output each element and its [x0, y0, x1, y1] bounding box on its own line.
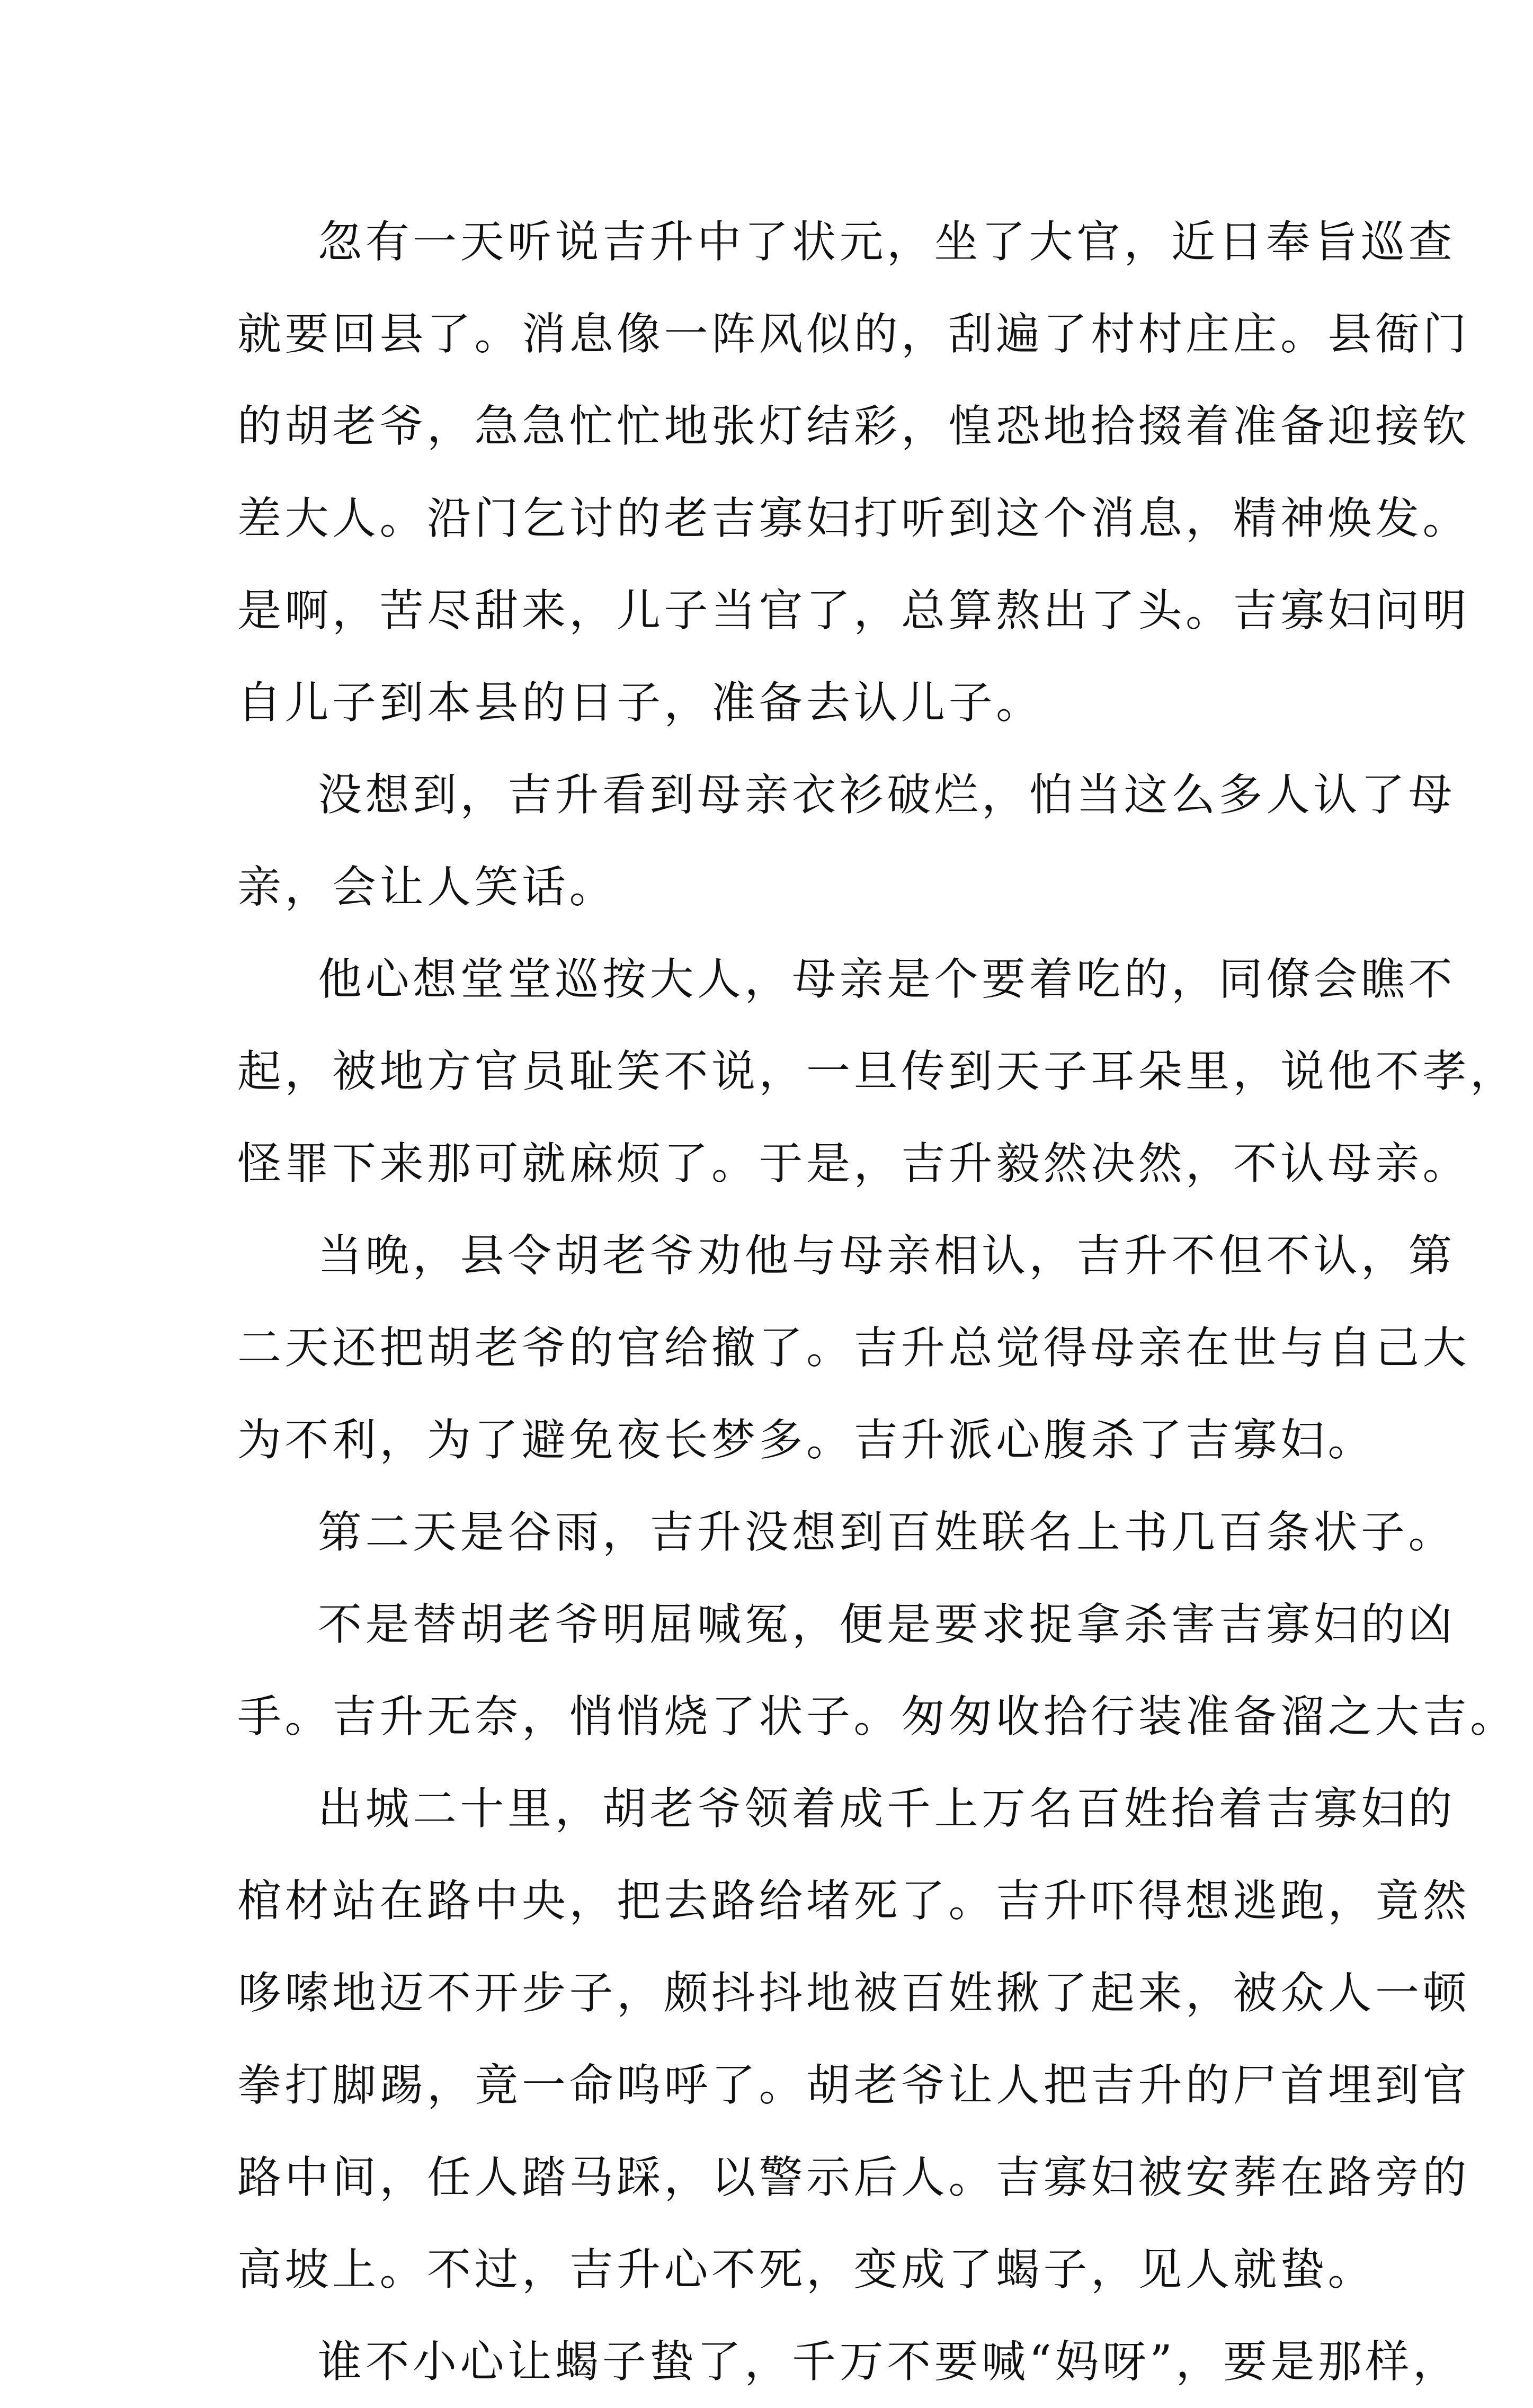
text-line: 出城二十里，胡老爷领着成千上万名百姓抬着吉寡妇的 [318, 1783, 1456, 1834]
text-line: 忽有一天听说吉升中了状元，坐了大官，近日奉旨巡查 [318, 216, 1456, 267]
text-line: 的胡老爷，急急忙忙地张灯结彩，惶恐地拾掇着准备迎接钦 [237, 400, 1470, 452]
text-line: 没想到，吉升看到母亲衣衫破烂，怕当这么多人认了母 [318, 769, 1456, 820]
text-line: 差大人。沿门乞讨的老吉寡妇打听到这个消息，精神焕发。 [237, 493, 1470, 544]
text-line: 为不利，为了避免夜长梦多。吉升派心腹杀了吉寡妇。 [237, 1414, 1375, 1466]
story-text [237, 196, 1518, 2408]
text-line: 手。吉升无奈，悄悄烧了状子。匆匆收拾行装准备溜之大吉。 [237, 1691, 1518, 1742]
text-line: 是啊，苦尽甜来，儿子当官了，总算熬出了头。吉寡妇问明 [237, 585, 1470, 636]
text-line: 拳打脚踢，竟一命呜呼了。胡老爷让人把吉升的尸首埋到官 [237, 2059, 1470, 2111]
text-line: 亲，会让人笑话。 [237, 861, 617, 913]
text-line: 哆嗦地迈不开步子，颇抖抖地被百姓揪了起来，被众人一顿 [237, 1967, 1470, 2019]
text-line: 就要回县了。消息像一阵风似的，刮遍了村村庄庄。县衙门 [237, 308, 1470, 360]
text-line: 谁不小心让蝎子蛰了，千万不要喊“妈呀”，要是那样， [318, 2336, 1460, 2387]
text-line: 高坡上。不过，吉升心不死，变成了蝎子，见人就蛰。 [237, 2244, 1375, 2295]
text-line: 怪罪下来那可就麻烦了。于是，吉升毅然决然，不认母亲。 [237, 1138, 1470, 1189]
text-line: 不是替胡老爷明屈喊冤，便是要求捉拿杀害吉寡妇的凶 [318, 1599, 1456, 1650]
text-line: 起，被地方官员耻笑不说，一旦传到天子耳朵里，说他不孝， [237, 1046, 1518, 1097]
text-line: 自儿子到本县的日子，准备去认儿子。 [237, 677, 1044, 728]
text-line: 路中间，任人踏马踩，以警示后人。吉寡妇被安葬在路旁的 [237, 2152, 1470, 2203]
text-line: 第二天是谷雨，吉升没想到百姓联名上书几百条状子。 [318, 1506, 1456, 1558]
text-line: 棺材站在路中央，把去路给堵死了。吉升吓得想逃跑，竟然 [237, 1875, 1470, 1927]
text-line: 当晚，县令胡老爷劝他与母亲相认，吉升不但不认，第 [318, 1230, 1456, 1281]
text-line: 二天还把胡老爷的官给撤了。吉升总觉得母亲在世与自己大 [237, 1322, 1470, 1374]
text-line: 他心想堂堂巡按大人，母亲是个要着吃的，同僚会瞧不 [318, 953, 1456, 1005]
